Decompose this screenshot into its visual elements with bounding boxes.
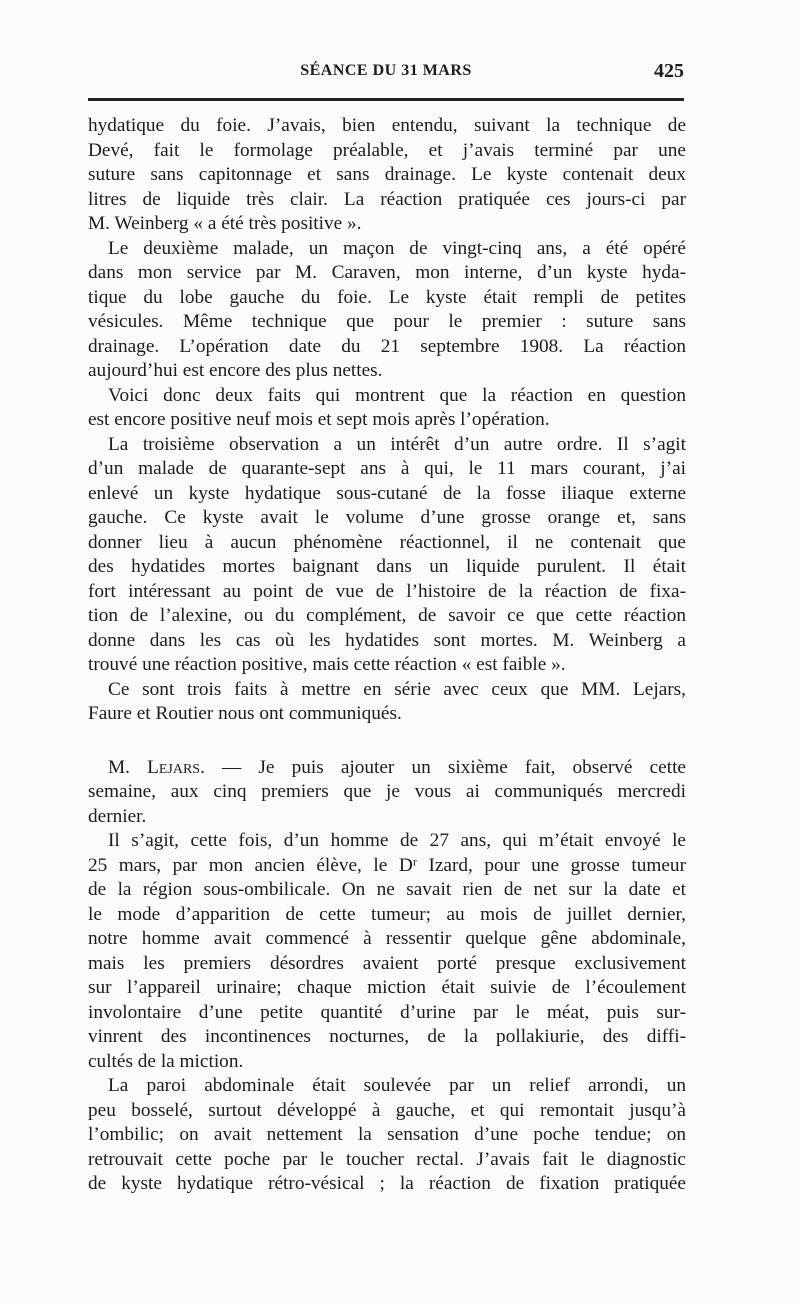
text-line: Devé, fait le formolage préalable, et j’avais terminé par une [88,139,686,161]
text-line: drainage. L’opération date du 21 septembre 1908. La réaction [88,335,686,357]
text-line: vésicules. Même technique que pour le premier : suture sans [88,311,686,332]
text-line: litres de liquide très clair. La réaction pratiquée ces jours-ci par [88,188,686,210]
text-line: d’un malade de quarante-sept ans à qui, le 11 mars courant, j’ai [88,458,686,479]
paragraph [88,829,686,1074]
text-line: fort intéressant au point de vue de l’histoire de la réaction de fixa- [88,580,686,602]
text-line: mais les premiers désordres avaient porté presque exclusivement [88,952,686,974]
text-line: notre homme avait commencé à ressentir quelque gêne abdominale, [88,928,686,949]
text-line: involontaire d’une petite quantité d’urine par le méat, puis sur- [88,1001,686,1023]
speaker-name: M. Lejars. [108,756,205,778]
text-line: cultés de la miction. [88,1050,244,1072]
text-line: dans mon service par M. Caraven, mon interne, d’un kyste hyda- [88,262,686,283]
text-line: aujourd’hui est encore des plus nettes. [88,360,383,381]
running-header [88,58,684,86]
text-line: Il s’agit, cette fois, d’un homme de 27 ans, qui m’était envoyé le [108,830,686,851]
paragraph [88,1074,686,1197]
paragraph [88,433,686,678]
page-number: 425 [654,60,684,82]
text-line: des hydatides mortes baignant dans un liquide purulent. Il était [88,556,686,577]
paragraph [88,756,686,830]
text-line: sur l’appareil urinaire; chaque miction était suivie de l’écoulement [88,977,686,998]
text-line: de kyste hydatique rétro-vésical ; la réaction de fixation pratiquée [88,1173,686,1194]
text-line: Ce sont trois faits à mettre en série avec ceux que MM. Lejars, [108,678,686,700]
text-line: Faure et Routier nous ont communiqués. [88,703,402,724]
text-line: tion de l’alexine, ou du complément, de savoir ce que cette réaction [88,605,686,626]
text-line: peu bosselé, surtout développé à gauche, et qui remontait jusqu’à [88,1099,686,1121]
text-line: vinrent des incontinences nocturnes, de la pollakiurie, des diffi- [88,1026,686,1047]
text-line: le mode d’apparition de cette tumeur; au mois de juillet dernier, [88,903,686,925]
line-text: — Je puis ajouter un sixième fait, observé cette [222,756,686,778]
paragraph [88,237,686,384]
running-title: SÉANCE DU 31 MARS [300,62,472,79]
text-line: Voici donc deux faits qui montrent que la réaction en question [108,384,686,406]
text-line: hydatique du foie. J’avais, bien entendu, suivant la technique de [88,115,686,136]
text-line: 25 mars, par mon ancien élève, le Dʳ Izard, pour une grosse tumeur [88,854,686,876]
text-line: l’ombilic; on avait nettement la sensation d’une poche tendue; on [88,1124,686,1145]
text-line: enlevé un kyste hydatique sous-cutané de la fosse iliaque externe [88,482,686,504]
text-line: suture sans capitonnage et sans drainage. Le kyste contenait deux [88,164,686,185]
text-line: donner lieu à aucun phénomène réactionnel, il ne contenait que [88,531,686,553]
text-line: de la région sous-ombilicale. On ne savait rien de net sur la date et [88,879,686,900]
header-rule [88,98,684,101]
text-line: dernier. [88,805,147,827]
page-body [88,114,686,1197]
text-line: semaine, aux cinq premiers que je vous ai communiqués mercredi [88,781,686,802]
text-line: retrouvait cette poche par le toucher rectal. J’avais fait le diagnostic [88,1148,686,1170]
text-line: est encore positive neuf mois et sept mois après l’opération. [88,409,550,430]
text-line [88,756,686,781]
paragraph [88,114,686,237]
text-line: La paroi abdominale était soulevée par un relief arrondi, un [108,1075,686,1096]
text-line: tique du lobe gauche du foie. Le kyste était rempli de petites [88,286,686,308]
paragraph [88,384,686,433]
text-line: M. Weinberg « a été très positive ». [88,213,362,234]
text-line: La troisième observation a un intérêt d’un autre ordre. Il s’agit [108,433,686,455]
paragraph [88,678,686,727]
text-line: Le deuxième malade, un maçon de vingt-cinq ans, a été opéré [108,237,686,259]
text-line: gauche. Ce kyste avait le volume d’une grosse orange et, sans [88,507,686,528]
text-line: trouvé une réaction positive, mais cette réaction « est faible ». [88,654,566,675]
text-line: donne dans les cas où les hydatides sont mortes. M. Weinberg a [88,629,686,651]
paragraph-gap [88,727,686,756]
